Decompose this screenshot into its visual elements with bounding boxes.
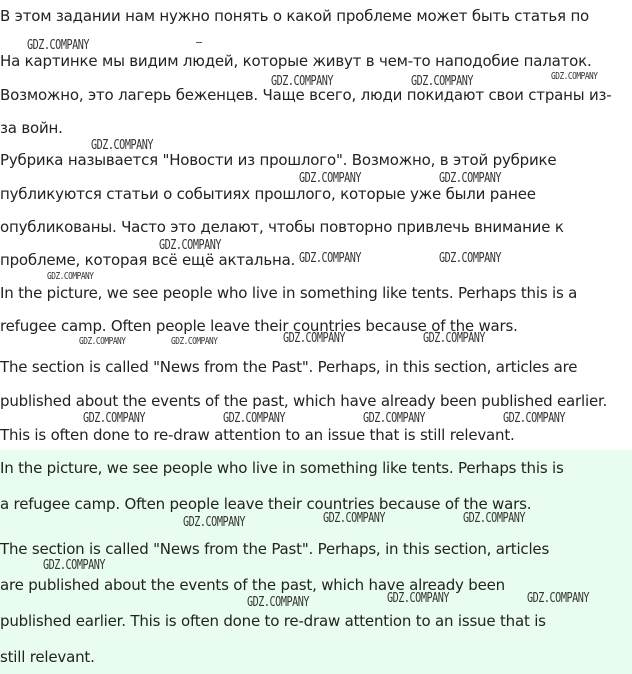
watermark: GDZ.COMPANY [551, 71, 598, 82]
watermark: GDZ.COMPANY [247, 595, 310, 610]
text-line: still relevant. [0, 648, 95, 666]
watermark: GDZ.COMPANY [299, 171, 362, 186]
text-line: In the picture, we see people who live in something like tents. Perhaps this is a [0, 284, 578, 302]
watermark: GDZ.COMPANY [91, 138, 154, 153]
watermark: GDZ.COMPANY [411, 74, 474, 89]
text-line: refugee camp. Often people leave their countries because of the wars. [0, 317, 518, 335]
watermark: GDZ.COMPANY [171, 336, 218, 347]
watermark: GDZ.COMPANY [47, 271, 94, 282]
watermark: GDZ.COMPANY [83, 411, 146, 426]
text-line: проблеме, которая всё ещё актальна. [0, 251, 296, 269]
text-line: This is often done to re-draw attention to an issue that is still relevant. [0, 426, 515, 444]
text-line: Рубрика называется "Новости из прошлого". Возможно, в этой рубрике [0, 151, 557, 169]
watermark: GDZ.COMPANY [527, 591, 590, 606]
watermark: GDZ.COMPANY [463, 511, 526, 526]
text-line: The section is called "News from the Past". Perhaps, in this section, articles [0, 540, 550, 558]
watermark: GDZ.COMPANY [299, 251, 362, 266]
watermark: GDZ.COMPANY [27, 38, 90, 53]
watermark: GDZ.COMPANY [439, 251, 502, 266]
watermark: GDZ.COMPANY [223, 411, 286, 426]
watermark: GDZ.COMPANY [79, 336, 126, 347]
text-line: published about the events of the past, which have already been published earlier. [0, 392, 608, 410]
text-line: На картинке мы видим людей, которые живут в чем-то наподобие палаток. [0, 52, 592, 70]
text-line: published earlier. This is often done to re-draw attention to an issue that is [0, 612, 546, 630]
watermark: GDZ.COMPANY [323, 511, 386, 526]
watermark: GDZ.COMPANY [43, 558, 106, 573]
text-line: В этом задании нам нужно понять о какой проблеме может быть статья по [0, 7, 590, 25]
text-line: In the picture, we see people who live in something like tents. Perhaps this is [0, 459, 564, 477]
stray-dash-mark [196, 42, 202, 43]
watermark: GDZ.COMPANY [439, 171, 502, 186]
watermark: GDZ.COMPANY [387, 591, 450, 606]
text-line: публикуются статьи о событиях прошлого, которые уже были ранее [0, 185, 536, 203]
text-line: a refugee camp. Often people leave their countries because of the wars. [0, 495, 532, 513]
watermark: GDZ.COMPANY [363, 411, 426, 426]
text-line: за войн. [0, 119, 63, 137]
watermark: GDZ.COMPANY [503, 411, 566, 426]
watermark: GDZ.COMPANY [271, 74, 334, 89]
text-line: The section is called "News from the Past". Perhaps, in this section, articles are [0, 358, 578, 376]
text-line: Возможно, это лагерь беженцев. Чаще всего, люди покидают свои страны из- [0, 86, 612, 104]
watermark: GDZ.COMPANY [183, 515, 246, 530]
watermark: GDZ.COMPANY [423, 331, 486, 346]
text-line: опубликованы. Часто это делают, чтобы повторно привлечь внимание к [0, 218, 564, 236]
watermark: GDZ.COMPANY [283, 331, 346, 346]
text-line: are published about the events of the past, which have already been [0, 576, 505, 594]
watermark: GDZ.COMPANY [159, 238, 222, 253]
